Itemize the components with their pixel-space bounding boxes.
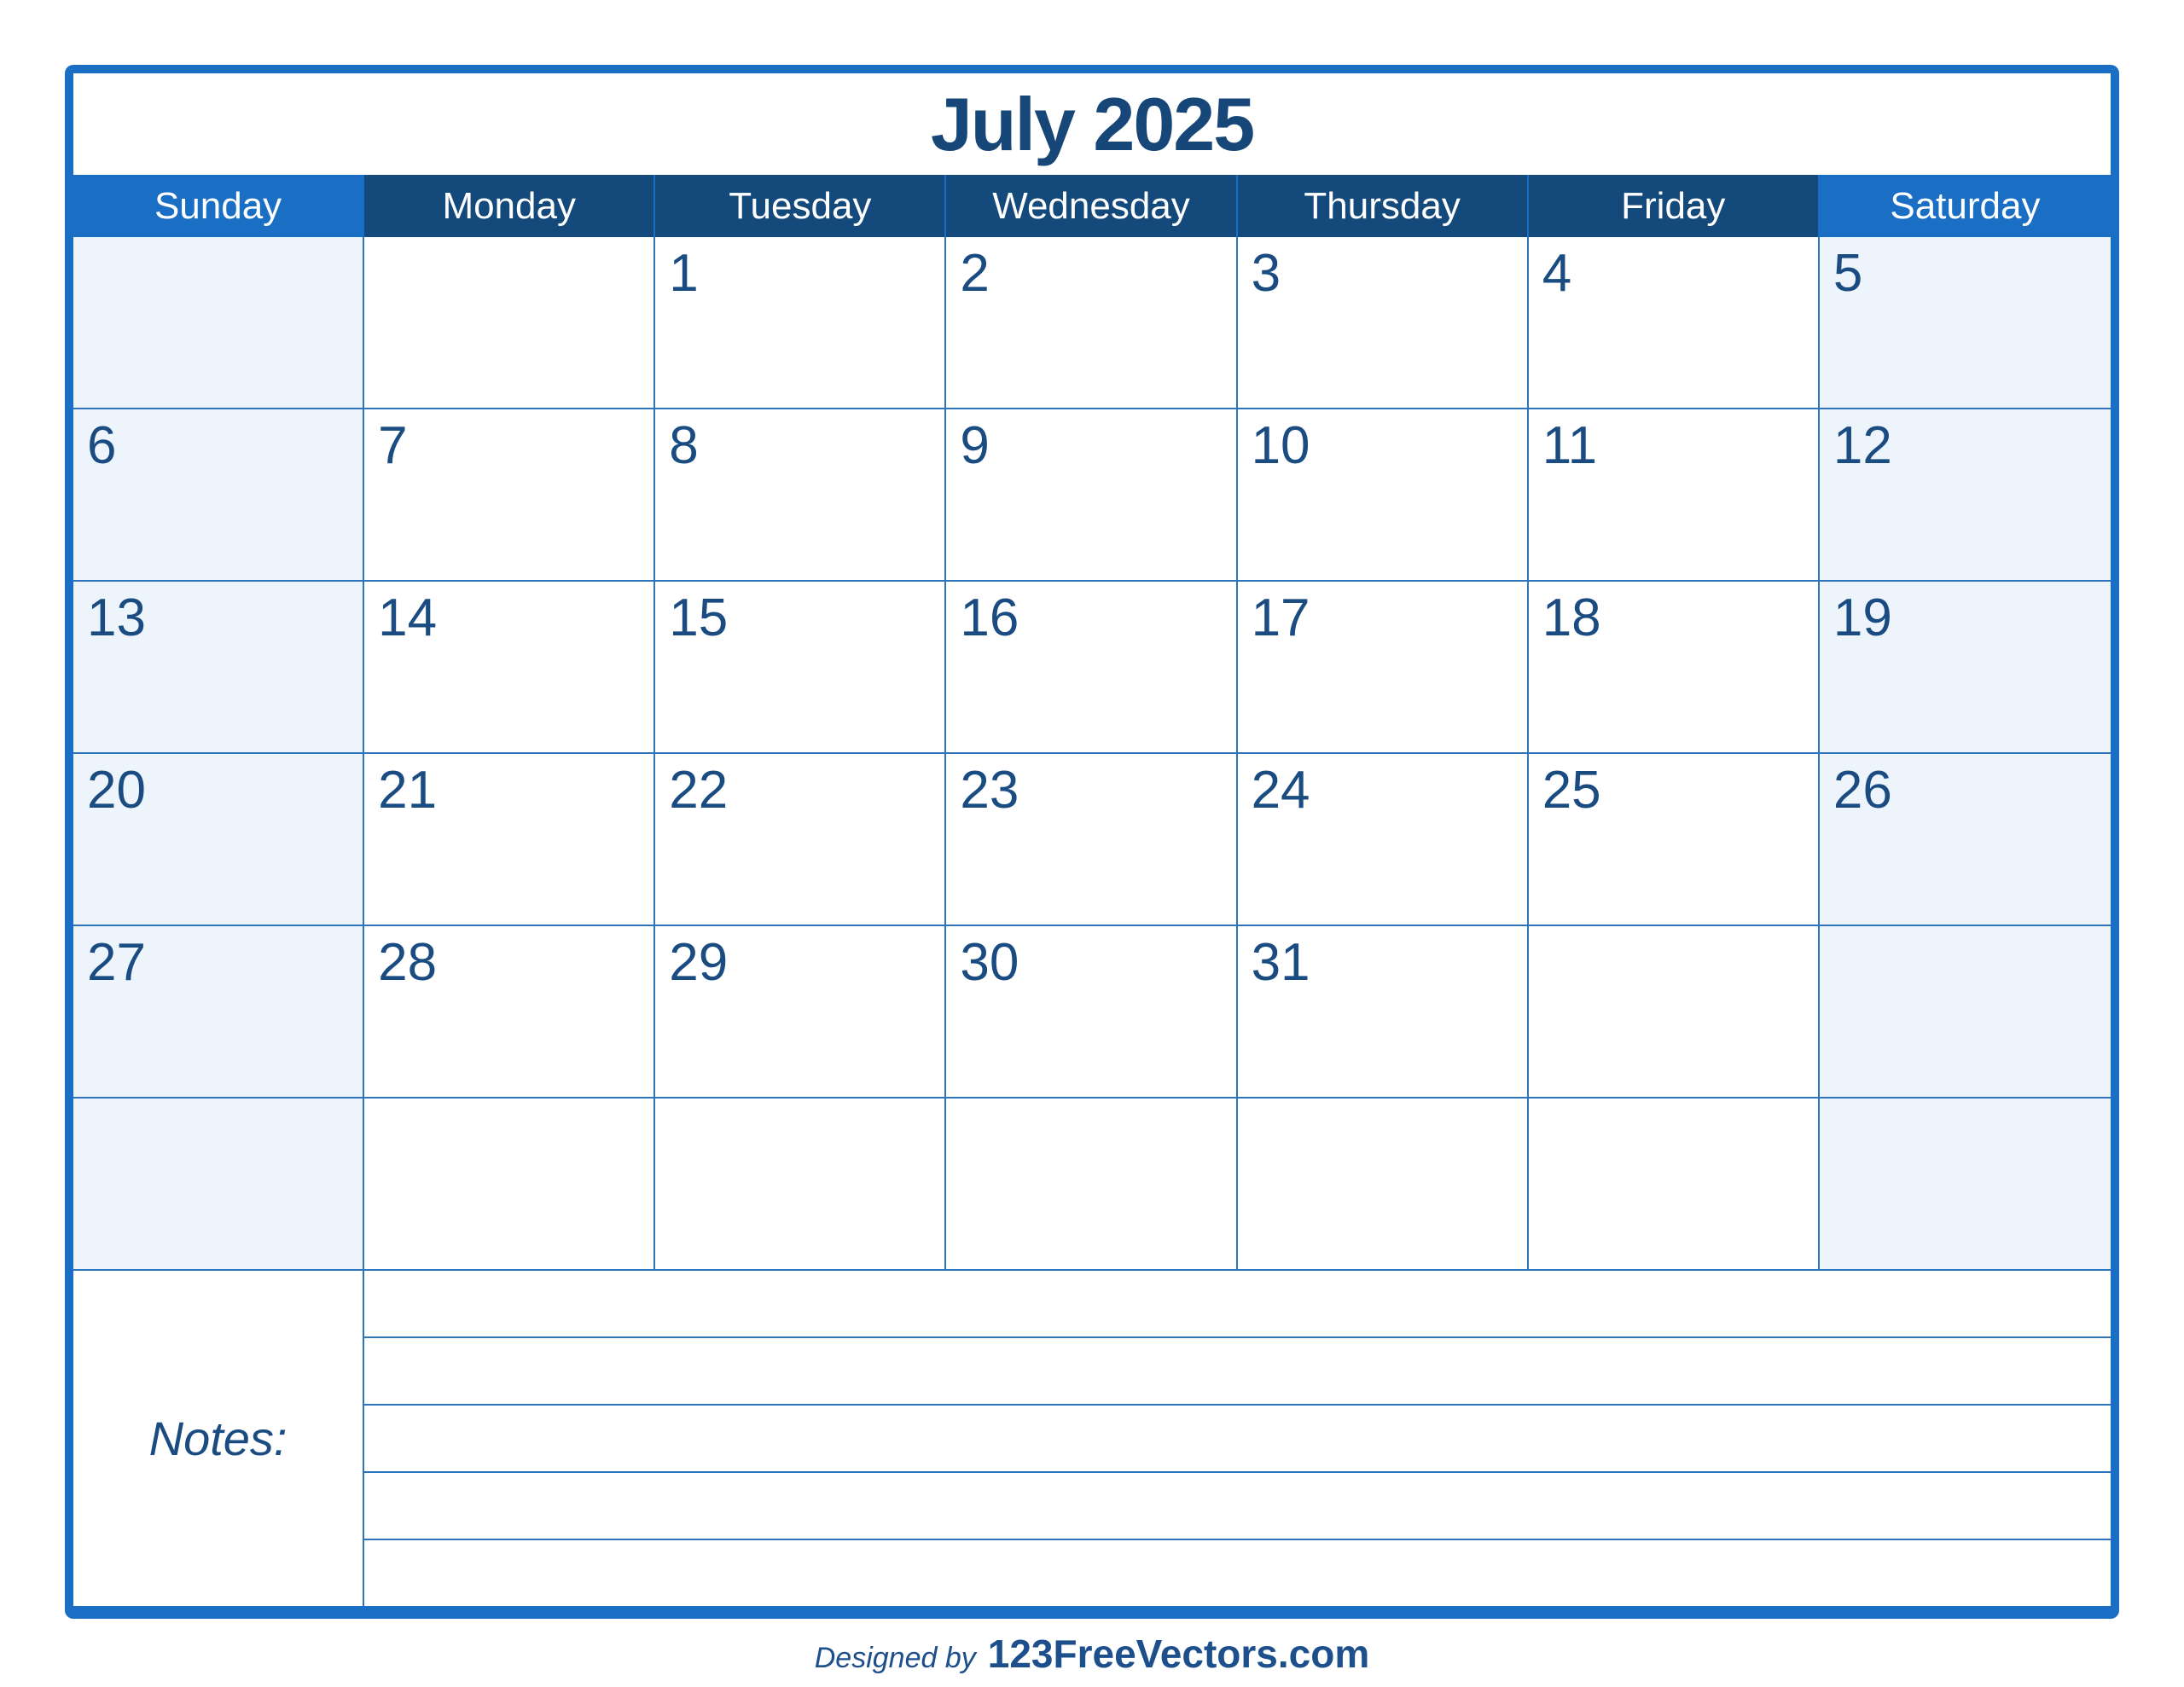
calendar-title: July 2025 <box>930 81 1254 166</box>
notes-line <box>364 1271 2111 1338</box>
date-cell: 24 <box>1238 754 1529 926</box>
date-cell <box>364 1099 655 1271</box>
date-cell: 3 <box>1238 237 1529 409</box>
date-cell <box>1529 1099 1820 1271</box>
date-cell: 16 <box>946 582 1237 754</box>
calendar-frame <box>65 65 2119 1619</box>
notes-lines-area <box>364 1271 2111 1606</box>
notes-line <box>364 1473 2111 1540</box>
date-cell: 17 <box>1238 582 1529 754</box>
date-cell <box>73 1099 364 1271</box>
date-cell <box>1820 926 2111 1099</box>
designed-by-text: Designed by <box>814 1642 976 1674</box>
date-cell: 14 <box>364 582 655 754</box>
date-cell: 4 <box>1529 237 1820 409</box>
date-cell: 21 <box>364 754 655 926</box>
notes-section <box>73 1271 2111 1606</box>
date-cell: 25 <box>1529 754 1820 926</box>
date-cell: 1 <box>655 237 946 409</box>
day-header-row <box>73 175 2111 237</box>
date-cell: 15 <box>655 582 946 754</box>
date-cell: 7 <box>364 409 655 582</box>
day-header-thursday: Thursday <box>1238 175 1529 237</box>
notes-label-cell <box>73 1271 364 1606</box>
date-cell: 22 <box>655 754 946 926</box>
date-cell: 20 <box>73 754 364 926</box>
date-cell: 28 <box>364 926 655 1099</box>
notes-line <box>364 1338 2111 1406</box>
date-cell <box>1238 1099 1529 1271</box>
date-cell: 18 <box>1529 582 1820 754</box>
date-cell: 10 <box>1238 409 1529 582</box>
date-cell <box>655 1099 946 1271</box>
date-cell: 19 <box>1820 582 2111 754</box>
notes-line <box>364 1406 2111 1473</box>
date-cell <box>1529 926 1820 1099</box>
date-cell: 30 <box>946 926 1237 1099</box>
date-cell: 12 <box>1820 409 2111 582</box>
day-header-wednesday: Wednesday <box>946 175 1237 237</box>
day-header-tuesday: Tuesday <box>655 175 946 237</box>
date-cell: 31 <box>1238 926 1529 1099</box>
date-cell: 5 <box>1820 237 2111 409</box>
date-cell: 11 <box>1529 409 1820 582</box>
date-cell: 8 <box>655 409 946 582</box>
date-cell: 2 <box>946 237 1237 409</box>
day-header-saturday: Saturday <box>1820 175 2111 237</box>
day-header-friday: Friday <box>1529 175 1820 237</box>
date-cell: 13 <box>73 582 364 754</box>
date-cell <box>946 1099 1237 1271</box>
date-cell: 6 <box>73 409 364 582</box>
day-header-sunday: Sunday <box>73 175 364 237</box>
date-cell <box>1820 1099 2111 1271</box>
notes-line <box>364 1540 2111 1606</box>
day-header-monday: Monday <box>364 175 655 237</box>
footer-credit <box>0 1631 2184 1677</box>
date-cell: 27 <box>73 926 364 1099</box>
dates-grid <box>73 237 2111 1271</box>
notes-label: Notes: <box>148 1412 288 1465</box>
title-band <box>73 73 2111 175</box>
brand-link[interactable]: 123FreeVectors.com <box>987 1632 1370 1676</box>
date-cell: 29 <box>655 926 946 1099</box>
date-cell <box>73 237 364 409</box>
date-cell: 23 <box>946 754 1237 926</box>
date-cell: 26 <box>1820 754 2111 926</box>
date-cell: 9 <box>946 409 1237 582</box>
date-cell <box>364 237 655 409</box>
